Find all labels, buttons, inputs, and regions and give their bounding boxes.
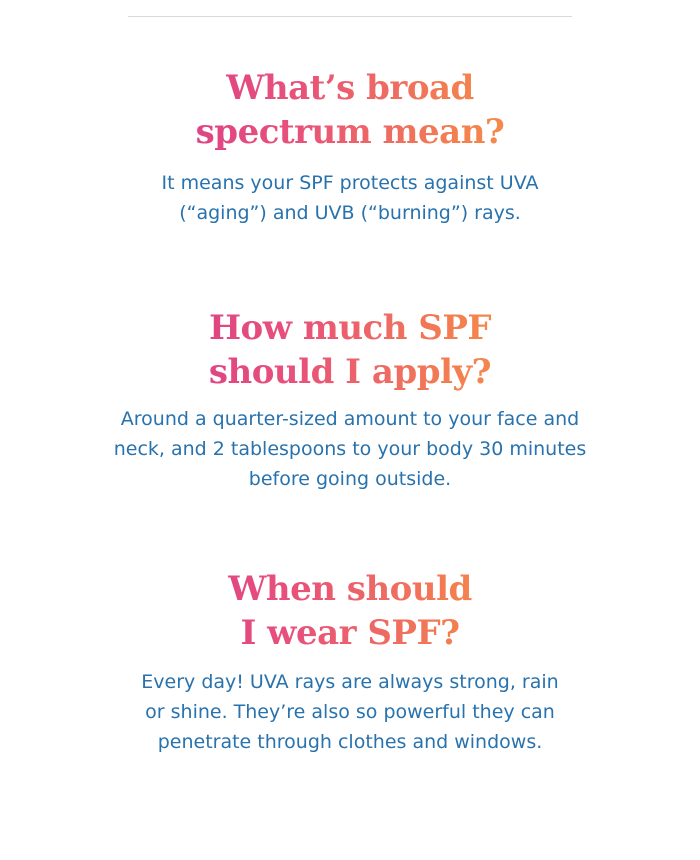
faq-broad-spectrum [100, 66, 600, 228]
faq-answer: Every day! UVA rays are always strong, rain or shine. They’re also so powerful they can penetrate through clothes and windows. [141, 671, 559, 753]
faq-question-line: What’s broad [226, 68, 474, 108]
faq-question [100, 306, 600, 394]
faq-question [100, 66, 600, 154]
top-divider [128, 16, 572, 17]
faq-question-line: should I apply? [208, 352, 492, 392]
faq-question-line: I wear SPF? [240, 613, 460, 653]
faq-question-line: spectrum mean? [195, 112, 505, 152]
faq-question-line: When should [228, 569, 472, 609]
faq-question [100, 567, 600, 655]
faq-answer: Around a quarter-sized amount to your face and neck, and 2 tablespoons to your body 30 minutes before going outside. [113, 408, 587, 490]
faq-question-line: How much SPF [208, 308, 492, 348]
faq-when-to-wear [100, 567, 600, 757]
faq-answer: It means your SPF protects against UVA (“aging”) and UVB (“burning”) rays. [161, 172, 539, 224]
faq-how-much-spf [100, 306, 600, 494]
